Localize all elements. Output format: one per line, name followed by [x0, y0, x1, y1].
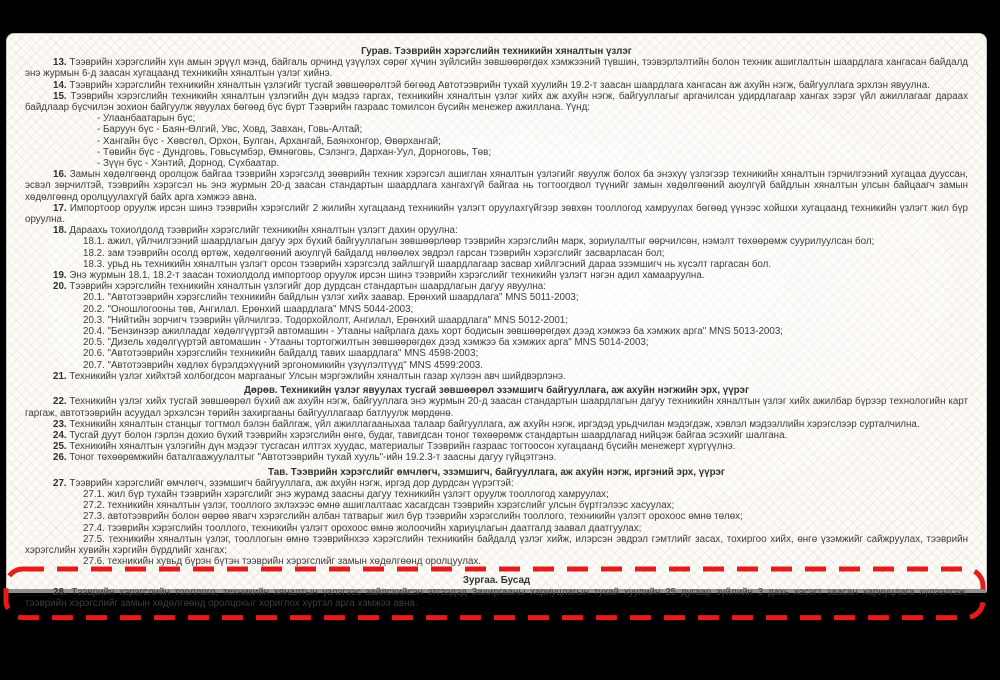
paragraph-number: 22.	[53, 396, 67, 408]
paragraph: 20. Тээврийн хэрэгслийн техникийн хяналтын үзлэгийг дор дурдсан стандартын шаардлагын дагуу явуулна:	[53, 281, 546, 293]
section	[9, 570, 982, 613]
paragraph: 15. Тээврийн хэрэгслийн техникийн хяналтын үзлэгийн дүн мэдээ гаргах, техникийн хяналтын үзлэг хийх аж ахуйн нэгж, байгууллагыг аргачилсан удирдлагаар хангах зэрэг үйл ажиллагааг дараах байдлаар бүсчилэн зохион байгуулж явуулах бөгөөд бүс бүрт Тээврийн газраас томилсон бүсийн менежер ажиллана. Үүнд:	[25, 90, 968, 114]
paragraph: 20.2. "Оношлогооны төв, Ангилал. Ерөнхий шаардлага" MNS 5044-2003;	[83, 303, 414, 315]
paragraph: 24. Тусгай дуут болон гэрлэн дохио бүхий тээврийн хэрэгслийн өнгө, будаг, тавигдсан тоног төхөөрөмж стандартын шаардлагад нийцэж байгаа эсэхийг шалгана.	[53, 429, 788, 441]
list-item: - Улаанбаатарын бүс;	[97, 113, 196, 125]
paragraph-number: 18.	[53, 225, 67, 237]
paragraph-number: 25.	[53, 441, 67, 453]
paragraph: 18.3. урьд нь техникийн хяналтын үзлэгт орсон тээврийн хэрэгсэлд зайлшгүй шаардлагаар засвар хийлгэсний дараа эзэмшигч нь хүсэлт гаргасан бол.	[83, 258, 772, 270]
section	[25, 46, 968, 382]
paragraph: 25. Техникийн хяналтын үзлэгийн дүн мэдээг тусгасан илтгэх хуудас, материалыг Тээврийн газраас тогтоосон хугацаанд бүсийн менежерт хүргүүлнэ.	[53, 441, 736, 453]
paragraph: 18.2. зам тээврийн осолд өртөж, хөдөлгөөний аюулгүй байдалд нөлөөлөх эвдрэл гарсан тээврийн хэрэгслийг засварласан бол;	[83, 247, 665, 259]
paragraph-number: 19.	[53, 270, 67, 282]
paragraph: 20.6. "Автотээврийн хэрэгслийн техникийн байдалд тавих шаардлага" MNS 4598-2003;	[83, 348, 479, 360]
paragraph: 20.4. "Бензинээр ажилладаг хөдөлгүүртэй автомашин - Утааны найрлага дахь хорт бодисын зөвшөөрөгдөх дээд хэмжээ ба хэмжих арга" MNS 5013-2003;	[83, 326, 784, 338]
paragraph: 14. Тээврийн хэрэгслийн техникийн хяналтын үзлэгийг тусгай зөвшөөрөлтэй бөгөөд Автотээврийн тухай хуулийн 19.2-т заасан шаардлага хангасан аж ахуйн нэгж, байгууллага эрхлэн явуулна.	[53, 79, 930, 91]
paragraph-number: 14.	[53, 79, 67, 91]
paragraph: 27.3. автотээврийн болон өөрөө явагч хэрэгслийн албан татварыг жил бүр тээврийн хэрэгслийн тооллого, техникийн үзлэгт орохоос өмнө төлөх;	[83, 511, 743, 523]
paragraph: 18.1. ажил, үйлчилгээний шаардлагын дагуу эрх бүхий байгууллагын зөвшөөрлөөр тээврийн хэрэгслийн марк, зориулалтыг өөрчилсөн, нэмэлт төхөөрөмж суурилуулсан бол;	[83, 236, 875, 248]
paragraph-number: 15.	[53, 90, 67, 102]
section-heading: Гурав. Тээврийн хэрэгслийн техникийн хяналтын үзлэг	[361, 46, 632, 57]
paragraph: 27.5. техникийн хяналтын үзлэг, тооллогын өмнө тээврийнхээ хэрэгслийн техникийн байдалд үзлэг хийж, илэрсэн эвдрэл гэмтлийг засах, тохиргоо хийх, өнгө үзэмжийг сайжруулах, тээврийн хэрэгслийн хувийн хэргийн бүрдлийг хангах;	[25, 533, 968, 556]
paragraph: 26. Тоног төхөөрөмжийн баталгаажуулалтыг "Автотээврийн тухай хууль"-ийн 19.2.3-т заасны дагуу гүйцэтгэнэ.	[53, 452, 557, 464]
paragraph-number: 24.	[53, 429, 67, 441]
section	[25, 385, 968, 463]
paragraph: 20.5. "Дизель хөдөлгүүртэй автомашин - Утааны тортогжилтын зөвшөөрөгдөх дээд хэмжээ ба хэмжих арга" MNS 5014-2003;	[83, 337, 649, 349]
paragraph-number: 27.	[53, 477, 67, 489]
paragraph: 20.7. "Автотээврийн хөдлөх бүрэлдэхүүний эргономикийн үзүүлэлтүүд" MNS 4599:2003.	[83, 359, 483, 371]
paragraph-number: 13.	[53, 57, 67, 69]
paragraph: 22. Техникийн үзлэг хийх тусгай зөвшөөрөл бүхий аж ахуйн нэгж, байгууллага энэ журмын 20-д заасан стандартын шаардлагын дагуу техникийн хяналтын үзлэг хийх ажилбар бүрээр технологийн карт гаргаж, автотээврийн асуудал эрхэлсэн төрийн захиргааны байгууллагаар батлуулж мөрдөнө.	[25, 396, 968, 419]
paragraph: 19. Энэ журмын 18.1, 18.2-т заасан тохиолдолд импортоор оруулж ирсэн шинэ тээврийн хэрэгслийг техникийн үзлэгт нэгэн адил хамааруулна.	[53, 270, 705, 282]
paragraph: 27.1. жил бүр тухайн тээврийн хэрэгслийг энэ журамд заасны дагуу техникийн үзлэгт оруулж тооллогод хамруулах;	[83, 488, 609, 500]
paragraph: 18. Дараахь тохиолдолд тээврийн хэрэгслийг техникийн хяналтын үзлэгт дахин оруулна:	[53, 225, 458, 237]
paragraph-number: 20.	[53, 281, 67, 293]
paragraph: 27. Тээврийн хэрэгслийг өмчлөгч, эзэмшигч байгууллага, аж ахуйн нэгж, иргэд дор дурдсан үүрэгтэй:	[53, 477, 514, 489]
section-heading: Дөрөв. Техникийн үзлэг явуулах тусгай зөвшөөрөл эзэмшигч байгууллага, аж ахуйн нэгжийн эрх, үүрэг	[243, 385, 750, 397]
section-heading: Тав. Тээврийн хэрэгслийг өмчлөгч, эзэмшигч, байгууллага, аж ахуйн нэгж, иргэний эрх, үүрэг	[268, 466, 725, 478]
paragraph: 27.2. техникийн хяналтын үзлэг, тооллого эхлэхээс өмнө ашиглалтаас хасагдсан тээврийн хэрэгслийг улсын бүртгэлээс хасуулах;	[83, 500, 675, 512]
paragraph-number: 21.	[53, 370, 67, 382]
paragraph: 23. Техникийн хяналтын станцыг тогтмол бэлэн байлгаж, үйл ажиллагааныхаа талаар байгууллага, аж ахуйн нэгж, иргэдэд урьдчилан мэдэгдэж, хэвлэл мэдээллийн хэрэгслээр сурталчилна.	[53, 418, 920, 430]
paragraph-number: 23.	[53, 418, 67, 430]
paragraph-number: 26.	[53, 452, 67, 464]
list-item: - Хангайн бүс - Хөвсгөл, Орхон, Булган, Архангай, Баянхонгор, Өвөрхангай;	[97, 135, 441, 147]
paragraph: 20.3. "Нийтийн зорчигч тээврийн үйлчилгээ. Тодорхойлолт, Ангилал, Ерөнхий шаардлага" MNS 5012-2001;	[83, 314, 568, 326]
paragraph: 21. Техникийн үзлэг хийхтэй холбогдсон маргааныг Улсын мэргэжлийн хяналтын газар хүлээн авч шийдвэрлэнэ.	[53, 370, 566, 382]
paragraph: 28. Тээврийн хэрэгслийн тооллого, техникийн хяналтын үзлэгээс зайлсхийсэн этгээдэд Захиргааны хариуцлагын тухай хуулийн 25 дугаар зүйлийн 3 дахь хэсэгт заасан хариуцлага хүлээлгэж, тээврийн хэрэгслийг замын хөдөлгөөнд оролцохыг хориглох хүртэл арга хэмжээ авна.	[25, 586, 968, 609]
paragraph: 13. Тээврийн хэрэгслийн хүн амын эрүүл мэнд, байгаль орчинд үзүүлэх сөрөг хүчин зүйлсийн зөвшөөрөгдөх хэмжээний түвшин, тээвэрлэлтийн болон техник ашиглалтын шаардлага хангасан байдалд энэ журмын 6-д заасан хугацаанд техникийн хяналтын үзлэг хийнэ.	[25, 57, 968, 80]
paragraph-number: 17.	[53, 202, 67, 214]
paragraph: 16. Замын хөдөлгөөнд оролцож байгаа тээврийн хэрэгсэлд зөөврийн техник хэрэгсэл ашиглан хяналтын үзлэгийг явуулж болох ба энэхүү үзлэгээр техникийн хяналтын гэрчилгээний хугацаа дууссан, эсвэл зөрчилтэй, тээврийн хэрэгсэл нь энэ журмын 20-д заасан стандартын шаардлага хангахгүй байгаа нь тогтоогдвол түүнийг замын хөдөлгөөний аюулгүй байдлын хяналтын улсын байцаагч замын хөдөлгөөнд оролцуулахгүй байх арга хэмжээ авна.	[25, 169, 968, 203]
paragraph: 17. Импортоор оруулж ирсэн шинэ тээврийн хэрэгслийг 2 жилийн хугацаанд техникийн үзлэгт оруулахгүйгээр зөвхөн тооллогод хамруулах бөгөөд үүнээс хойшхи хугацаанд техникийн үзлэгт жил бүр оруулна.	[25, 202, 968, 226]
paragraph-number: 28.	[53, 586, 67, 598]
paragraph: 27.6. техникийн хувьд бүрэн бүтэн тээврийн хэрэгслийг замын хөдөлгөөнд оролцуулах.	[83, 556, 482, 568]
list-item: - Баруун бүс - Баян-Өлгий, Увс, Ховд, Завхан, Говь-Алтай;	[97, 124, 363, 136]
paragraph: 20.1. "Автотээврийн хэрэгслийн техникийн байдлын үзлэг хийх заавар. Ерөнхий шаардлага" MNS 5011-2003;	[83, 292, 579, 304]
section-heading: Зургаа. Бусад	[462, 575, 531, 587]
document-body	[25, 46, 968, 613]
list-item: - Зүүн бүс - Хэнтий, Дорнод, Сүхбаатар.	[97, 158, 280, 170]
list-item: - Төвийн бүс - Дундговь, Говьсүмбэр, Өмнөговь, Сэлэнгэ, Дархан-Уул, Дорноговь, Төв;	[97, 146, 492, 158]
document-page	[6, 33, 987, 609]
paragraph: 27.4. тээврийн хэрэгслийн тооллого, техникийн үзлэгт орохоос өмнө жолоочийн хариуцлагын даатгалд заавал даатгуулах;	[83, 522, 642, 534]
section	[25, 467, 968, 568]
paragraph-number: 16.	[53, 169, 67, 181]
